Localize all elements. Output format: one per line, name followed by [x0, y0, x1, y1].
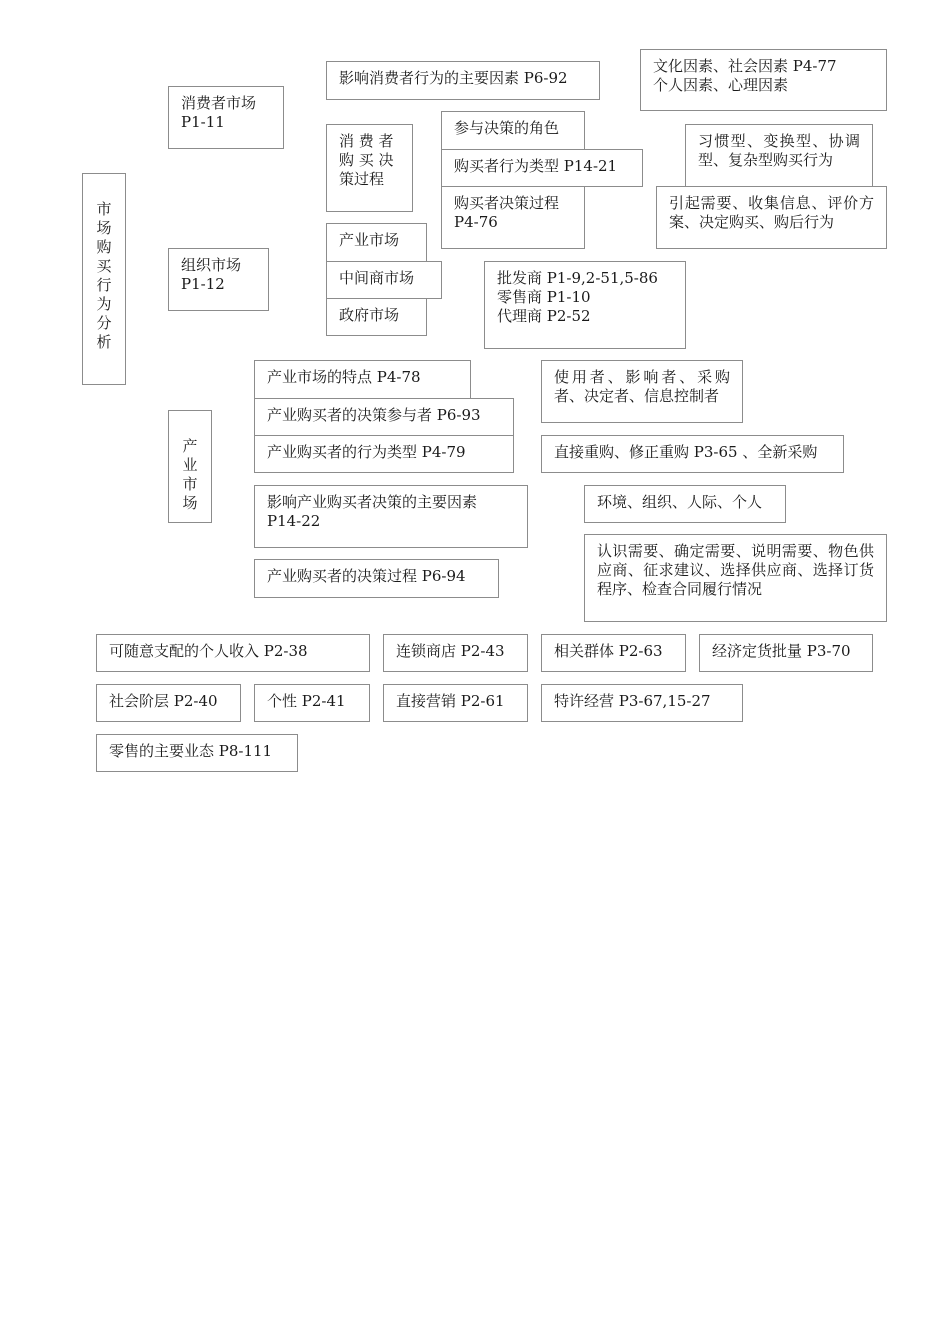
industrial-participants-node: 产业购买者的决策参与者 P6-93: [254, 398, 514, 436]
consumer-main-factors-node: 影响消费者行为的主要因素 P6-92: [326, 61, 600, 100]
intermediary-detail-node: 批发商 P1-9,2-51,5-86 零售商 P1-10 代理商 P2-52: [484, 261, 686, 349]
intermediary-market-node: 中间商市场: [326, 261, 442, 299]
root-label: 市 场 购 买 行 为 分 析: [96, 200, 112, 351]
industrial-behavior-types-detail-node: 直接重购、修正重购 P3-65 、全新采购: [541, 435, 844, 473]
term-reference-group: 相关群体 P2-63: [541, 634, 686, 672]
industrial-main-factors-node: 影响产业购买者决策的主要因素 P14-22: [254, 485, 528, 548]
organization-market-node: 组织市场 P1-12: [168, 248, 269, 311]
term-franchise: 特许经营 P3-67,15-27: [541, 684, 743, 722]
consumer-factors-detail-node: 文化因素、社会因素 P4-77 个人因素、心理因素: [640, 49, 887, 111]
industrial-decision-process-node: 产业购买者的决策过程 P6-94: [254, 559, 499, 598]
decision-roles-node: 参与决策的角色: [441, 111, 585, 150]
term-eoq: 经济定货批量 P3-70: [699, 634, 873, 672]
industrial-features-node: 产业市场的特点 P4-78: [254, 360, 471, 399]
industrial-section-label: 产 业 市 场: [182, 437, 198, 512]
industrial-decision-process-detail-node: 认识需要、确定需要、说明需要、物色供应商、征求建议、选择供应商、选择订货程序、检查合同履行情况: [584, 534, 887, 622]
behavior-types-node: 购买者行为类型 P14-21: [441, 149, 643, 187]
consumer-decision-process-node: 消 费 者 购 买 决 策过程: [326, 124, 413, 212]
term-social-class: 社会阶层 P2-40: [96, 684, 241, 722]
behavior-types-detail-node: 习惯型、变换型、协调型、复杂型购买行为: [685, 124, 873, 187]
industrial-behavior-types-node: 产业购买者的行为类型 P4-79: [254, 435, 514, 473]
term-retail-formats: 零售的主要业态 P8-111: [96, 734, 298, 772]
term-chain-store: 连锁商店 P2-43: [383, 634, 528, 672]
term-personality: 个性 P2-41: [254, 684, 370, 722]
industrial-main-factors-detail-node: 环境、组织、人际、个人: [584, 485, 786, 523]
term-direct-marketing: 直接营销 P2-61: [383, 684, 528, 722]
root-node: [82, 173, 126, 385]
government-market-node: 政府市场: [326, 298, 427, 336]
industrial-participants-detail-node: 使用者、影响者、采购者、决定者、信息控制者: [541, 360, 743, 423]
buyer-decision-process-node: 购买者决策过程 P4-76: [441, 186, 585, 249]
industrial-section-node: [168, 410, 212, 523]
term-disposable-income: 可随意支配的个人收入 P2-38: [96, 634, 370, 672]
buyer-decision-process-detail-node: 引起需要、收集信息、评价方案、决定购买、购后行为: [656, 186, 887, 249]
consumer-market-node: 消费者市场 P1-11: [168, 86, 284, 149]
industrial-market-node: 产业市场: [326, 223, 427, 262]
